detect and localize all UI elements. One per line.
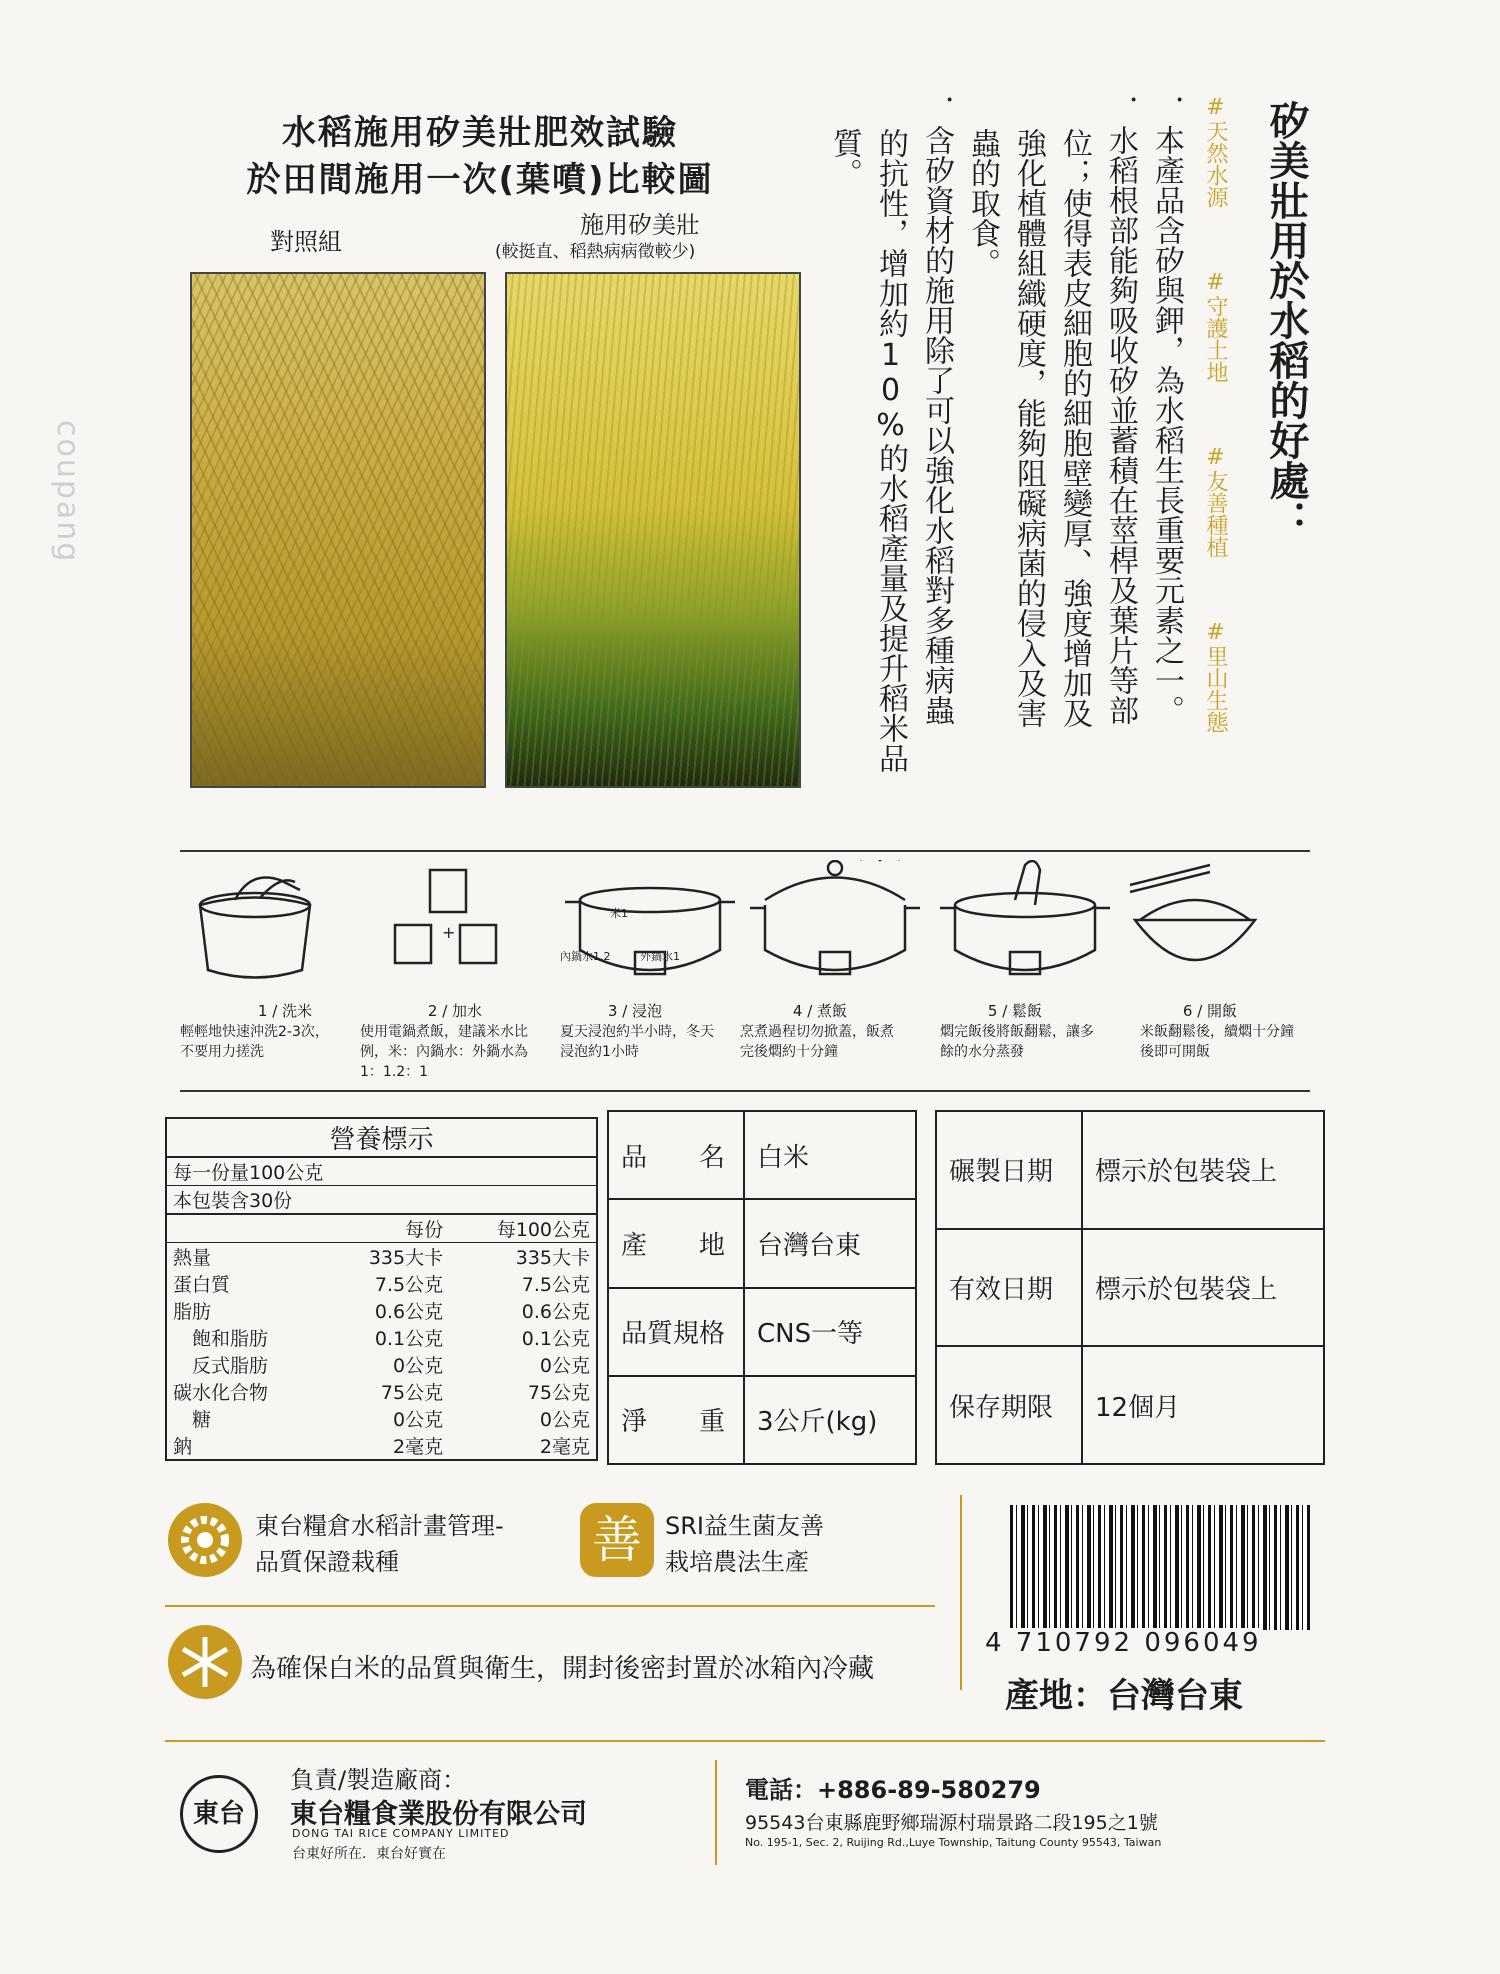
nutrient-name: 蛋白質 bbox=[173, 1274, 231, 1296]
nutrient-per-100g: 0.1公克 bbox=[521, 1328, 590, 1350]
step-1-title: 1 / 洗米 bbox=[257, 1002, 313, 1020]
step-2-title: 2 / 加水 bbox=[427, 1002, 483, 1020]
benefits-col-7: 的抗性，增加約10%的水稻產量及提升稻米品 bbox=[873, 128, 908, 773]
cooking-illustrations bbox=[180, 860, 1320, 1000]
step-1-text: 輕輕地快速沖洗2-3次，不要用力搓洗 bbox=[180, 1024, 329, 1060]
company-logo: 東台 bbox=[180, 1775, 258, 1853]
nutrient-name: 反式脂肪 bbox=[173, 1355, 269, 1377]
benefits-heading: 矽美壯用於水稻的好處： bbox=[1263, 100, 1309, 540]
loosen-rice-icon bbox=[940, 861, 1110, 974]
svg-text:+: + bbox=[442, 923, 456, 942]
footer-divider bbox=[165, 1740, 1325, 1742]
date-label: 保存期限 bbox=[936, 1346, 1082, 1464]
nutrient-name: 熱量 bbox=[173, 1247, 212, 1269]
nutrition-table bbox=[165, 1117, 598, 1461]
nutrient-per-serving: 0公克 bbox=[392, 1355, 444, 1377]
info-value: 台灣台東 bbox=[744, 1199, 916, 1287]
tag-protect-land: #守護土地 bbox=[1203, 270, 1228, 383]
treated-field-photo bbox=[505, 272, 801, 788]
step-6-title: 6 / 開飯 bbox=[1182, 1002, 1238, 1020]
address-en: No. 195-1, Sec. 2, Ruijing Rd.,Luye Township, Taitung County 95543, Taiwan bbox=[745, 1836, 1162, 1849]
badge-divider bbox=[165, 1605, 935, 1607]
info-label: 品 名 bbox=[608, 1111, 744, 1199]
benefits-col-1: ．本產品含矽與鉀，為水稻生長重要元素之一。 bbox=[1149, 95, 1184, 725]
outer-water-label: 外鍋水1 bbox=[640, 950, 680, 963]
product-info-table bbox=[607, 1110, 917, 1465]
nutrient-per-100g: 0.6公克 bbox=[521, 1301, 590, 1323]
nutrient-per-100g: 335大卡 bbox=[515, 1247, 590, 1269]
gear-badge-text-2: 品質保證栽種 bbox=[255, 1548, 399, 1576]
benefits-col-5: 蟲的取食。 bbox=[965, 128, 1000, 278]
step-4-title: 4 / 煮飯 bbox=[792, 1002, 848, 1020]
tag-satoyama: #里山生態 bbox=[1203, 620, 1228, 733]
benefits-col-2: ．水稻根部能夠吸收矽並蓄積在莖桿及葉片等部 bbox=[1103, 95, 1138, 725]
step-6-text: 米飯翻鬆後，續燜十分鐘後即可開飯 bbox=[1140, 1024, 1294, 1060]
nutrient-per-serving: 0公克 bbox=[392, 1409, 444, 1431]
nutrient-per-serving: 2毫克 bbox=[392, 1436, 444, 1458]
barcode-number: 4 710792 096049 bbox=[985, 1628, 1262, 1658]
gear-badge-text-1: 東台糧倉水稻計畫管理- bbox=[255, 1512, 504, 1540]
phone: 電話：+886-89-580279 bbox=[745, 1776, 1041, 1804]
wash-rice-icon bbox=[200, 878, 310, 978]
origin-label: 產地：台灣台東 bbox=[1005, 1676, 1243, 1716]
info-label: 品質規格 bbox=[608, 1288, 744, 1376]
nutrient-name: 鈉 bbox=[173, 1436, 193, 1458]
nutrient-per-100g: 0公克 bbox=[539, 1355, 590, 1377]
add-water-icon bbox=[395, 870, 496, 963]
company-slogan: 台東好所在．東台好實在 bbox=[292, 1846, 446, 1862]
storage-notice: 為確保白米的品質與衛生，開封後密封置於冰箱內冷藏 bbox=[250, 1654, 875, 1684]
nutrient-per-serving: 7.5公克 bbox=[374, 1274, 444, 1296]
tag-natural-water: #天然水源 bbox=[1203, 95, 1228, 208]
col-per-100g: 每100公克 bbox=[496, 1219, 590, 1241]
info-value: 白米 bbox=[744, 1111, 916, 1199]
info-value: 3公斤(kg) bbox=[744, 1376, 916, 1464]
date-value: 標示於包裝袋上 bbox=[1082, 1229, 1324, 1347]
tag-friendly-farming: #友善種植 bbox=[1203, 445, 1228, 558]
nutrient-per-serving: 0.6公克 bbox=[374, 1301, 444, 1323]
company-name: 東台糧食業股份有限公司 bbox=[290, 1799, 587, 1830]
control-field-photo bbox=[190, 272, 486, 788]
benefits-col-4: 強化植體組織硬度，能夠阻礙病菌的侵入及害 bbox=[1011, 128, 1046, 728]
dates-table bbox=[935, 1110, 1325, 1465]
rice-ratio-label: 米1 bbox=[610, 907, 628, 920]
nutrient-name: 糖 bbox=[173, 1409, 212, 1431]
date-value: 12個月 bbox=[1082, 1346, 1324, 1464]
step-5-text: 燜完飯後將飯翻鬆，讓多餘的水分蒸發 bbox=[940, 1024, 1094, 1060]
nutrient-per-serving: 335大卡 bbox=[368, 1247, 444, 1269]
date-value: 標示於包裝袋上 bbox=[1082, 1111, 1324, 1229]
info-label: 淨 重 bbox=[608, 1376, 744, 1464]
steps-divider-top bbox=[180, 850, 1310, 852]
benefits-col-6: ．含矽資材的施用除了可以強化水稻對多種病蟲 bbox=[919, 95, 954, 725]
col-per-serving: 每份 bbox=[405, 1219, 444, 1241]
sri-badge-icon: 善 bbox=[580, 1503, 654, 1577]
sri-badge-text-1: SRI益生菌友善 bbox=[665, 1512, 824, 1540]
cook-rice-icon bbox=[750, 860, 920, 974]
info-label: 產 地 bbox=[608, 1199, 744, 1287]
barcode bbox=[1010, 1505, 1310, 1630]
step-4-text: 烹煮過程切勿掀蓋，飯煮完後燜約十分鐘 bbox=[740, 1024, 894, 1060]
nutrient-per-100g: 2毫克 bbox=[539, 1436, 590, 1458]
treated-group-label: 施用矽美壯 bbox=[580, 211, 700, 239]
comparison-title-1: 水稻施用矽美壯肥效試驗 bbox=[282, 113, 678, 153]
nutrient-name: 脂肪 bbox=[173, 1301, 212, 1323]
address: 95543台東縣鹿野鄉瑞源村瑞景路二段195之1號 bbox=[745, 1812, 1158, 1834]
control-group-label: 對照組 bbox=[270, 228, 342, 256]
snowflake-icon bbox=[168, 1625, 242, 1699]
gear-icon bbox=[168, 1503, 242, 1577]
nutrient-name: 碳水化合物 bbox=[173, 1382, 269, 1404]
servings-per-package: 本包裝含30份 bbox=[166, 1186, 597, 1215]
sri-badge-text-2: 栽培農法生產 bbox=[665, 1548, 809, 1576]
responsible-label: 負責/製造廠商： bbox=[290, 1766, 467, 1794]
step-3-text: 夏天浸泡約半小時，冬天浸泡約1小時 bbox=[560, 1024, 714, 1060]
nutrient-per-serving: 75公克 bbox=[380, 1382, 444, 1404]
comparison-title-2: 於田間施用一次(葉噴)比較圖 bbox=[246, 160, 714, 200]
nutrition-title: 營養標示 bbox=[166, 1118, 597, 1157]
company-divider bbox=[715, 1760, 717, 1865]
nutrient-per-100g: 7.5公克 bbox=[521, 1274, 590, 1296]
nutrient-name: 飽和脂肪 bbox=[173, 1328, 269, 1350]
benefits-col-3: 位；使得表皮細胞的細胞壁變厚、強度增加及 bbox=[1057, 128, 1092, 728]
watermark: coupang bbox=[50, 420, 85, 564]
step-5-title: 5 / 鬆飯 bbox=[987, 1002, 1043, 1020]
date-label: 有效日期 bbox=[936, 1229, 1082, 1347]
inner-water-label: 內鍋水1.2 bbox=[560, 950, 611, 963]
serving-size: 每一份量100公克 bbox=[166, 1157, 597, 1186]
date-label: 碾製日期 bbox=[936, 1111, 1082, 1229]
step-3-title: 3 / 浸泡 bbox=[607, 1002, 663, 1020]
company-name-en: DONG TAI RICE COMPANY LIMITED bbox=[292, 1827, 510, 1840]
nutrient-per-100g: 75公克 bbox=[527, 1382, 590, 1404]
treated-group-sublabel: (較挺直、稻熱病病徵較少) bbox=[495, 242, 696, 262]
nutrient-per-100g: 0公克 bbox=[539, 1409, 590, 1431]
step-2-text: 使用電鍋煮飯，建議米水比例，米：內鍋水：外鍋水為1：1.2：1 bbox=[360, 1024, 528, 1080]
nutrient-per-serving: 0.1公克 bbox=[374, 1328, 444, 1350]
info-value: CNS一等 bbox=[744, 1288, 916, 1376]
serve-rice-icon bbox=[1130, 865, 1255, 960]
gold-vertical-divider bbox=[960, 1495, 962, 1690]
steps-divider-bottom bbox=[180, 1090, 1310, 1092]
benefits-col-8: 質。 bbox=[827, 128, 862, 188]
